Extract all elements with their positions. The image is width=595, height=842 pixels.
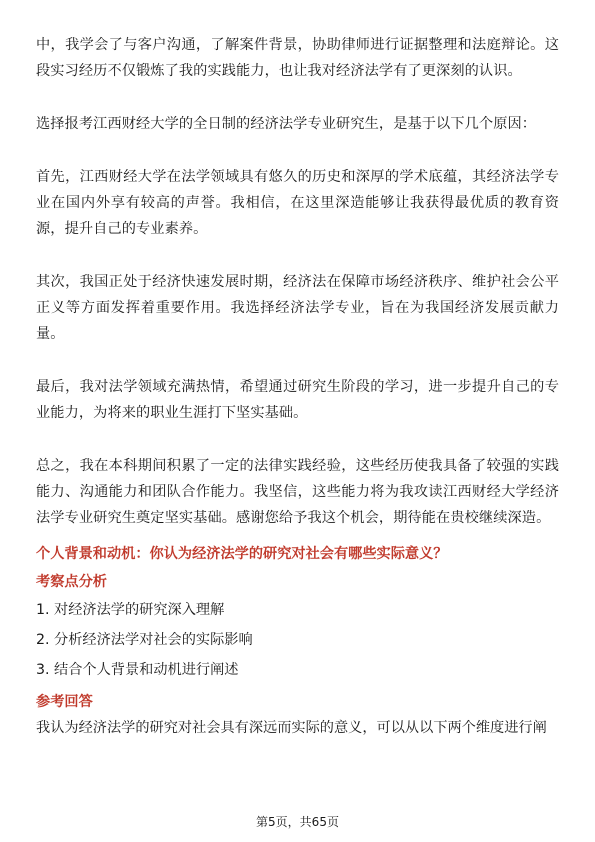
interview-question: 个人背景和动机：你认为经济法学的研究对社会有哪些实际意义？ — [36, 546, 448, 562]
analysis-item: 1. 对经济法学的研究深入理解 — [36, 602, 225, 618]
analysis-item: 2. 分析经济法学对社会的实际影响 — [36, 632, 253, 648]
analysis-item: 3. 结合个人背景和动机进行阐述 — [36, 662, 239, 678]
paragraph-internship: 中，我学会了与客户沟通，了解案件背景，协助律师进行证据整理和法庭辩论。这段实习经历不仅锻炼了我的实践能力，也让我对经济法学有了更深刻的认识。 — [36, 37, 559, 79]
paragraph-third-reason: 最后，我对法学领域充满热情，希望通过研究生阶段的学习，进一步提升自己的专业能力，为将来的职业生涯打下坚实基础。 — [36, 379, 559, 421]
analysis-title: 考察点分析 — [36, 574, 107, 590]
page-number-footer: 第5页，共65页 — [256, 815, 339, 829]
answer-title: 参考回答 — [36, 694, 93, 710]
paragraph-conclusion: 总之，我在本科期间积累了一定的法律实践经验，这些经历使我具备了较强的实践能力、沟通能力和团队合作能力。我坚信，这些能力将为我攻读江西财经大学经济法学专业研究生奠定坚实基础。感谢您给予我这个机会，期待能在贵校继续深造。 — [36, 458, 559, 526]
paragraph-first-reason: 首先，江西财经大学在法学领域具有悠久的历史和深厚的学术底蕴，其经济法学专业在国内外享有较高的声誉。我相信，在这里深造能够让我获得最优质的教育资源，提升自己的专业素养。 — [36, 169, 559, 237]
paragraph-reasons-intro: 选择报考江西财经大学的全日制的经济法学专业研究生，是基于以下几个原因： — [36, 116, 537, 132]
answer-text: 我认为经济法学的研究对社会具有深远而实际的意义，可以从以下两个维度进行阐 — [36, 720, 547, 736]
paragraph-second-reason: 其次，我国正处于经济快速发展时期，经济法在保障市场经济秩序、维护社会公平正义等方面发挥着重要作用。我选择经济法学专业，旨在为我国经济发展贡献力量。 — [36, 274, 559, 342]
page-content — [36, 32, 559, 741]
